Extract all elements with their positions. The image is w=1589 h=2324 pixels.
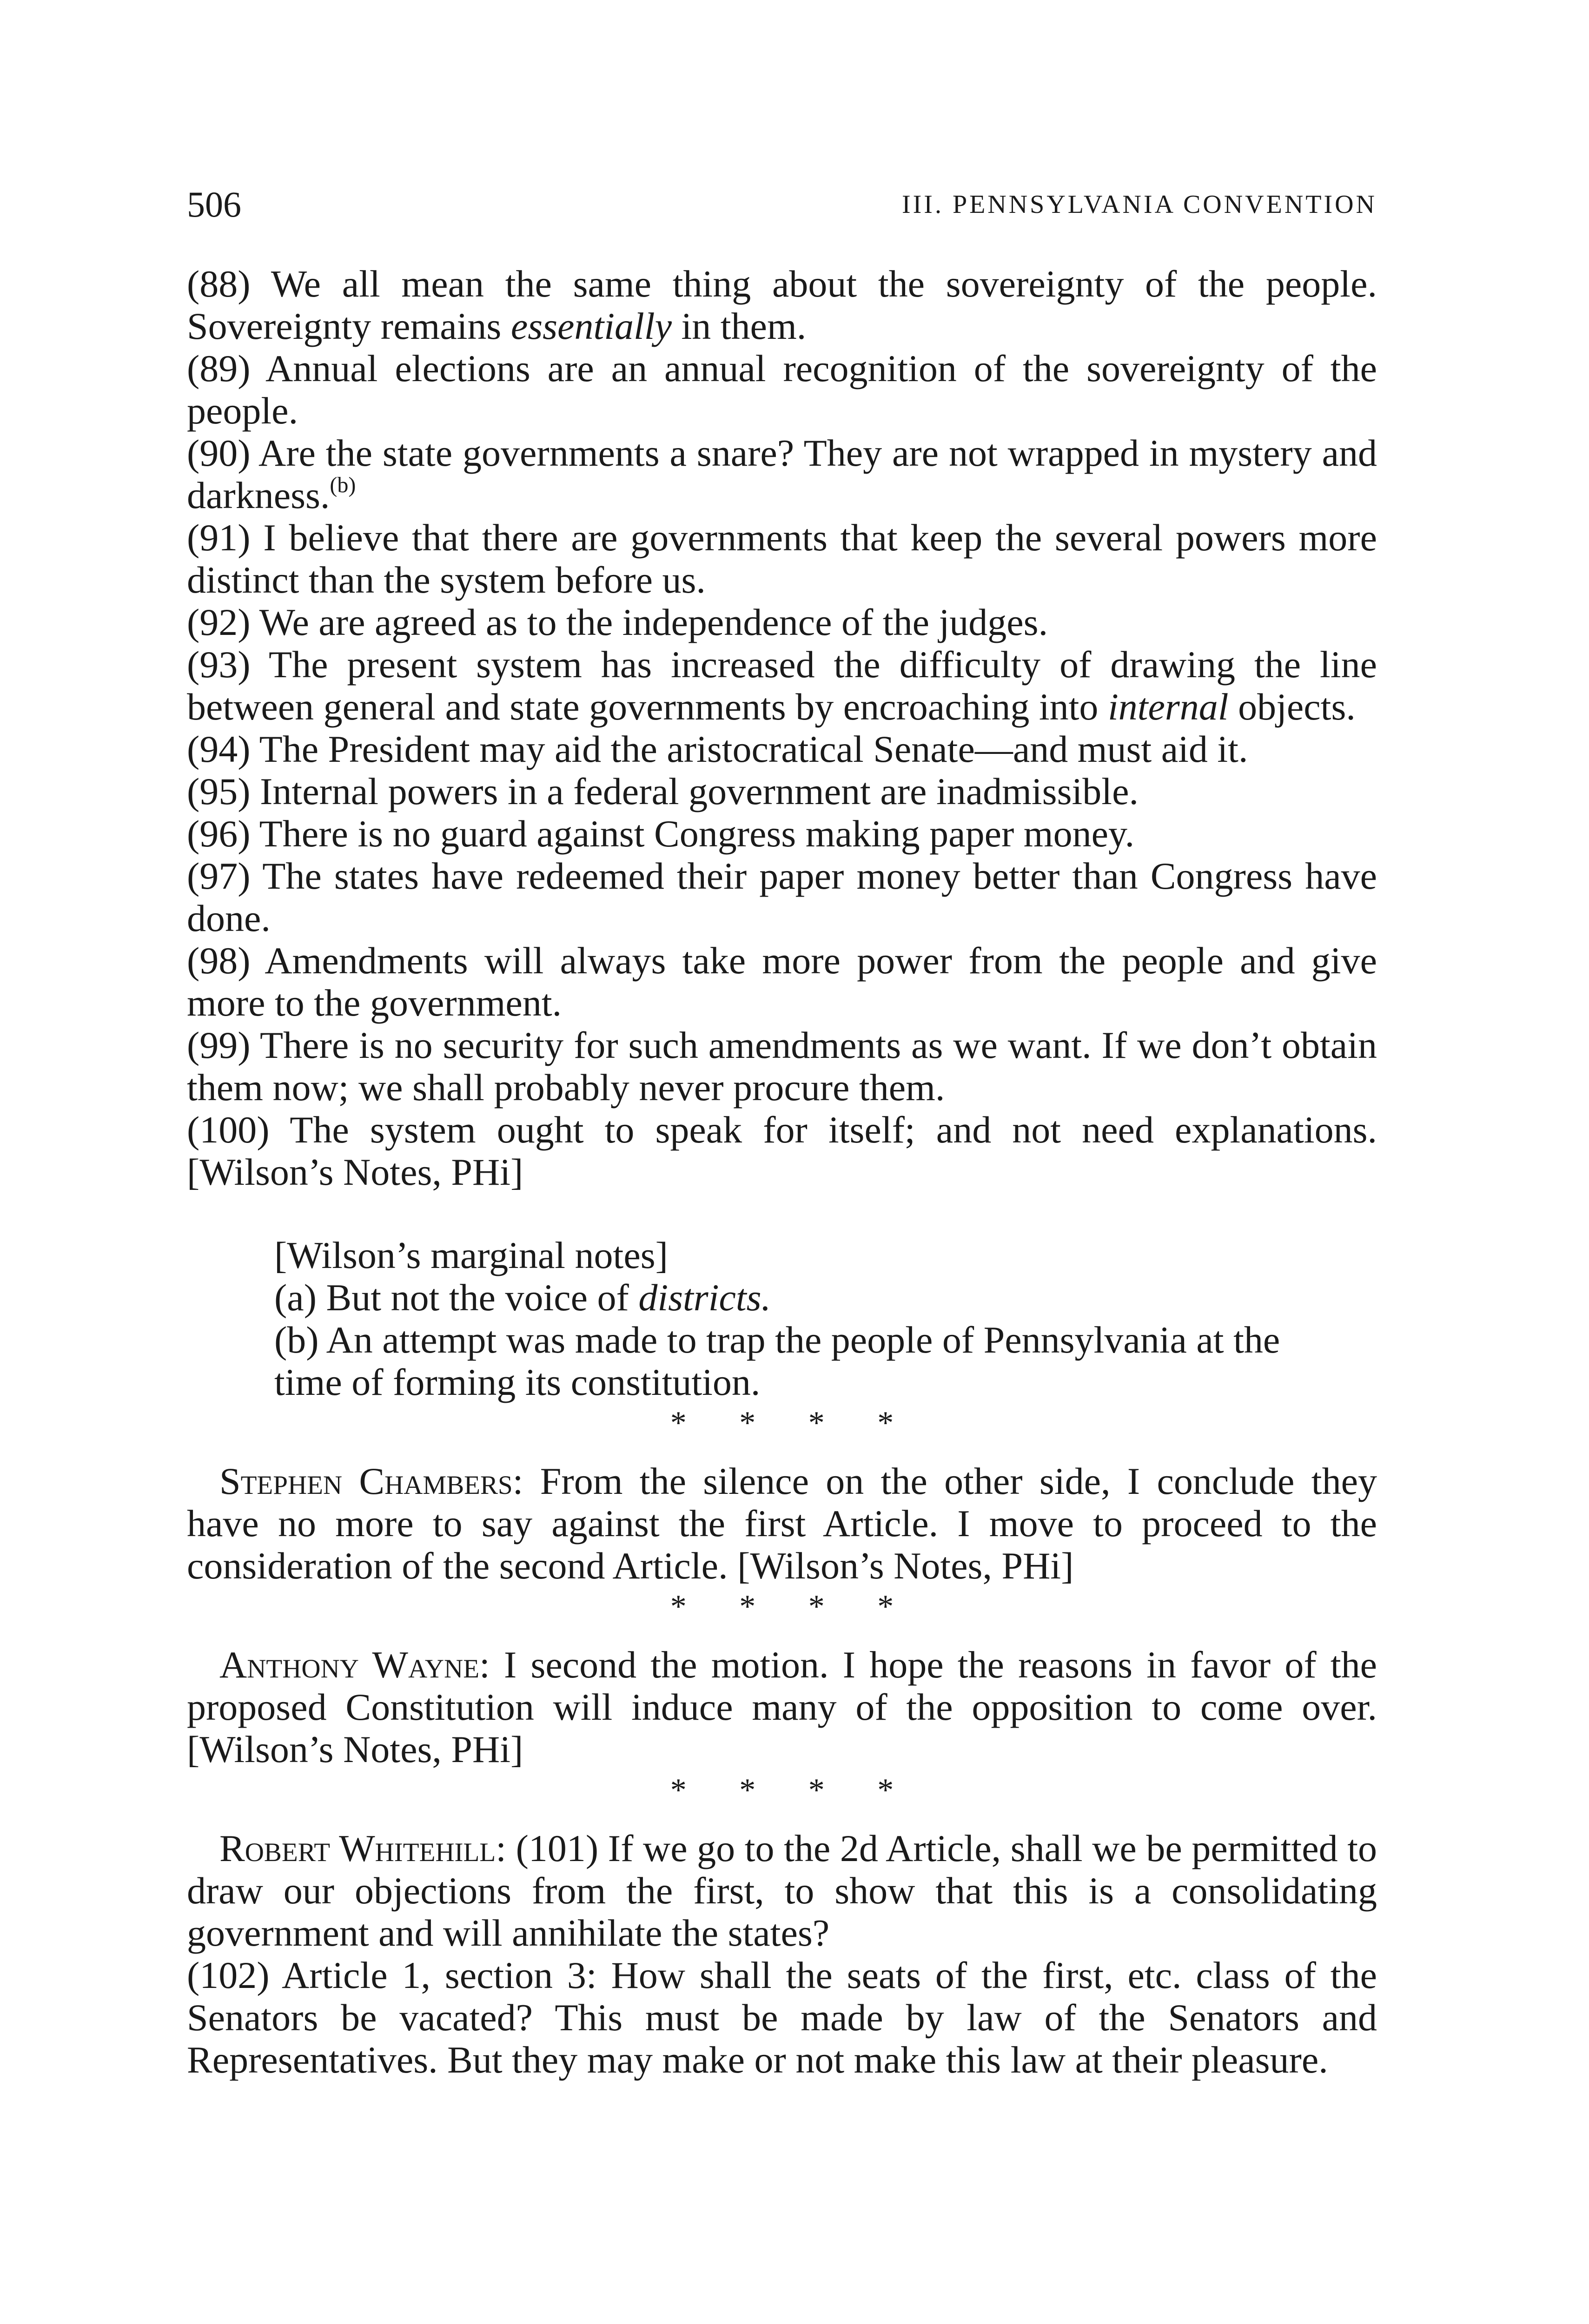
speech-text: (101) If we go to the 2d Article, shall we be permitted to draw our objections from the first, to show that this is a consolidating government and will annihilate the states?: [187, 1827, 1377, 1954]
marginal-note-a: [274, 1276, 1302, 1319]
list-item: [187, 516, 1377, 601]
item-text: The President may aid the aristocratical Senate—and must aid it.: [259, 728, 1248, 770]
item-number: (92): [187, 601, 251, 643]
item-number: (100): [187, 1109, 270, 1151]
item-text: We are agreed as to the independence of the judges.: [259, 601, 1048, 643]
item-number: (88): [187, 263, 251, 305]
item-text-end: in them.: [671, 305, 807, 347]
item-emphasis: internal: [1107, 686, 1229, 728]
item-number: (91): [187, 516, 251, 559]
note-text: (a) But not the voice of: [274, 1276, 639, 1319]
section-separator: * * * *: [670, 1405, 916, 1441]
list-item: [187, 263, 1377, 347]
speech-paragraph: Robert Whitehill: (101) If we go to the 2d Article, shall we be permitted to draw our objections from the first, to show that this is a consolidating government and will annihilate the states?: [187, 1827, 1377, 1954]
speaker-name: Robert Whitehill: [219, 1827, 496, 1869]
spacer: [187, 1810, 1377, 1827]
item-text: Internal powers in a federal government are inadmissible.: [260, 770, 1139, 812]
item-number: (98): [187, 939, 251, 982]
item-number: (102): [187, 1954, 270, 1996]
item-number: (97): [187, 855, 251, 897]
page-number: 506: [187, 184, 241, 224]
note-emphasis: districts.: [638, 1276, 771, 1319]
section-separator: * * * *: [670, 1589, 916, 1624]
speaker-name: Stephen Chambers: [219, 1460, 513, 1502]
list-item: [187, 939, 1377, 1024]
list-item: [187, 601, 1377, 643]
page-body: [187, 263, 1377, 2081]
item-text: I believe that there are governments that keep the several powers more distinct than the system before us.: [187, 516, 1377, 601]
item-emphasis: essentially: [510, 305, 672, 347]
list-item: [187, 347, 1377, 432]
item-text: The system ought to speak for itself; and not need explanations. [Wilson’s Notes, PHi]: [187, 1109, 1377, 1193]
list-item: [187, 1024, 1377, 1109]
running-head: III. PENNSYLVANIA CONVENTION: [902, 190, 1377, 219]
item-number: (96): [187, 812, 251, 855]
list-item: [187, 812, 1377, 855]
list-item: [187, 1954, 1377, 2081]
page-header: [187, 179, 1377, 230]
item-number: (94): [187, 728, 251, 770]
list-item: [187, 855, 1377, 939]
item-text: The present system has increased the difficulty of drawing the line between general and state governments by encroaching into: [187, 643, 1377, 728]
speech-paragraph: Stephen Chambers: From the silence on the other side, I conclude they have no more to say against the first Article. I move to proceed to the consideration of the second Article. [Wilson’s Notes, PHi]: [187, 1460, 1377, 1587]
item-text-end: objects.: [1228, 686, 1356, 728]
item-number: (95): [187, 770, 251, 812]
item-text: Amendments will always take more power from the people and give more to the government.: [187, 939, 1377, 1024]
list-item: [187, 643, 1377, 728]
spacer: [187, 1443, 1377, 1460]
speech-paragraph: Anthony Wayne: I second the motion. I hope the reasons in favor of the proposed Constitution will induce many of the opposition to come over. [Wilson’s Notes, PHi]: [187, 1644, 1377, 1770]
item-number: (93): [187, 643, 251, 686]
list-item: [187, 770, 1377, 812]
item-text: There is no security for such amendments as we want. If we don’t obtain them now; we shall probably never procure them.: [187, 1024, 1377, 1109]
marginal-notes-heading: [Wilson’s marginal notes]: [274, 1234, 668, 1276]
item-text: We all mean the same thing about the sovereignty of the people. Sovereignty remains: [187, 263, 1377, 347]
item-number: (89): [187, 347, 251, 390]
item-text: There is no guard against Congress making paper money.: [259, 812, 1135, 855]
item-text: The states have redeemed their paper money better than Congress have done.: [187, 855, 1377, 939]
speech-text: From the silence on the other side, I conclude they have no more to say against the first Article. I move to proceed to the consideration of the second Article. [Wilson’s Notes, PHi]: [187, 1460, 1377, 1587]
speaker-name: Anthony Wayne: [219, 1644, 480, 1686]
section-separator: * * * *: [670, 1772, 916, 1808]
item-number: (99): [187, 1024, 251, 1066]
item-number: (90): [187, 432, 251, 474]
marginal-notes: [274, 1234, 1302, 1403]
marginal-note-b: (b) An attempt was made to trap the people of Pennsylvania at the time of forming its constitution.: [274, 1319, 1280, 1403]
list-item: [187, 728, 1377, 770]
note-marker: (b): [330, 473, 356, 497]
spacer: [187, 1627, 1377, 1644]
item-text: Annual elections are an annual recognition of the sovereignty of the people.: [187, 347, 1377, 432]
item-text: Are the state governments a snare? They are not wrapped in mystery and darkness.: [187, 432, 1377, 516]
list-item: [187, 432, 1377, 516]
list-item: [187, 1109, 1377, 1193]
item-text: Article 1, section 3: How shall the seats of the first, etc. class of the Senators be vacated? This must be made by law of the Senators and Representatives. But they may make or not make this law at their pleasure.: [187, 1954, 1377, 2081]
speech-text: I second the motion. I hope the reasons in favor of the proposed Constitution will induce many of the opposition to come over. [Wilson’s Notes, PHi]: [187, 1644, 1377, 1770]
